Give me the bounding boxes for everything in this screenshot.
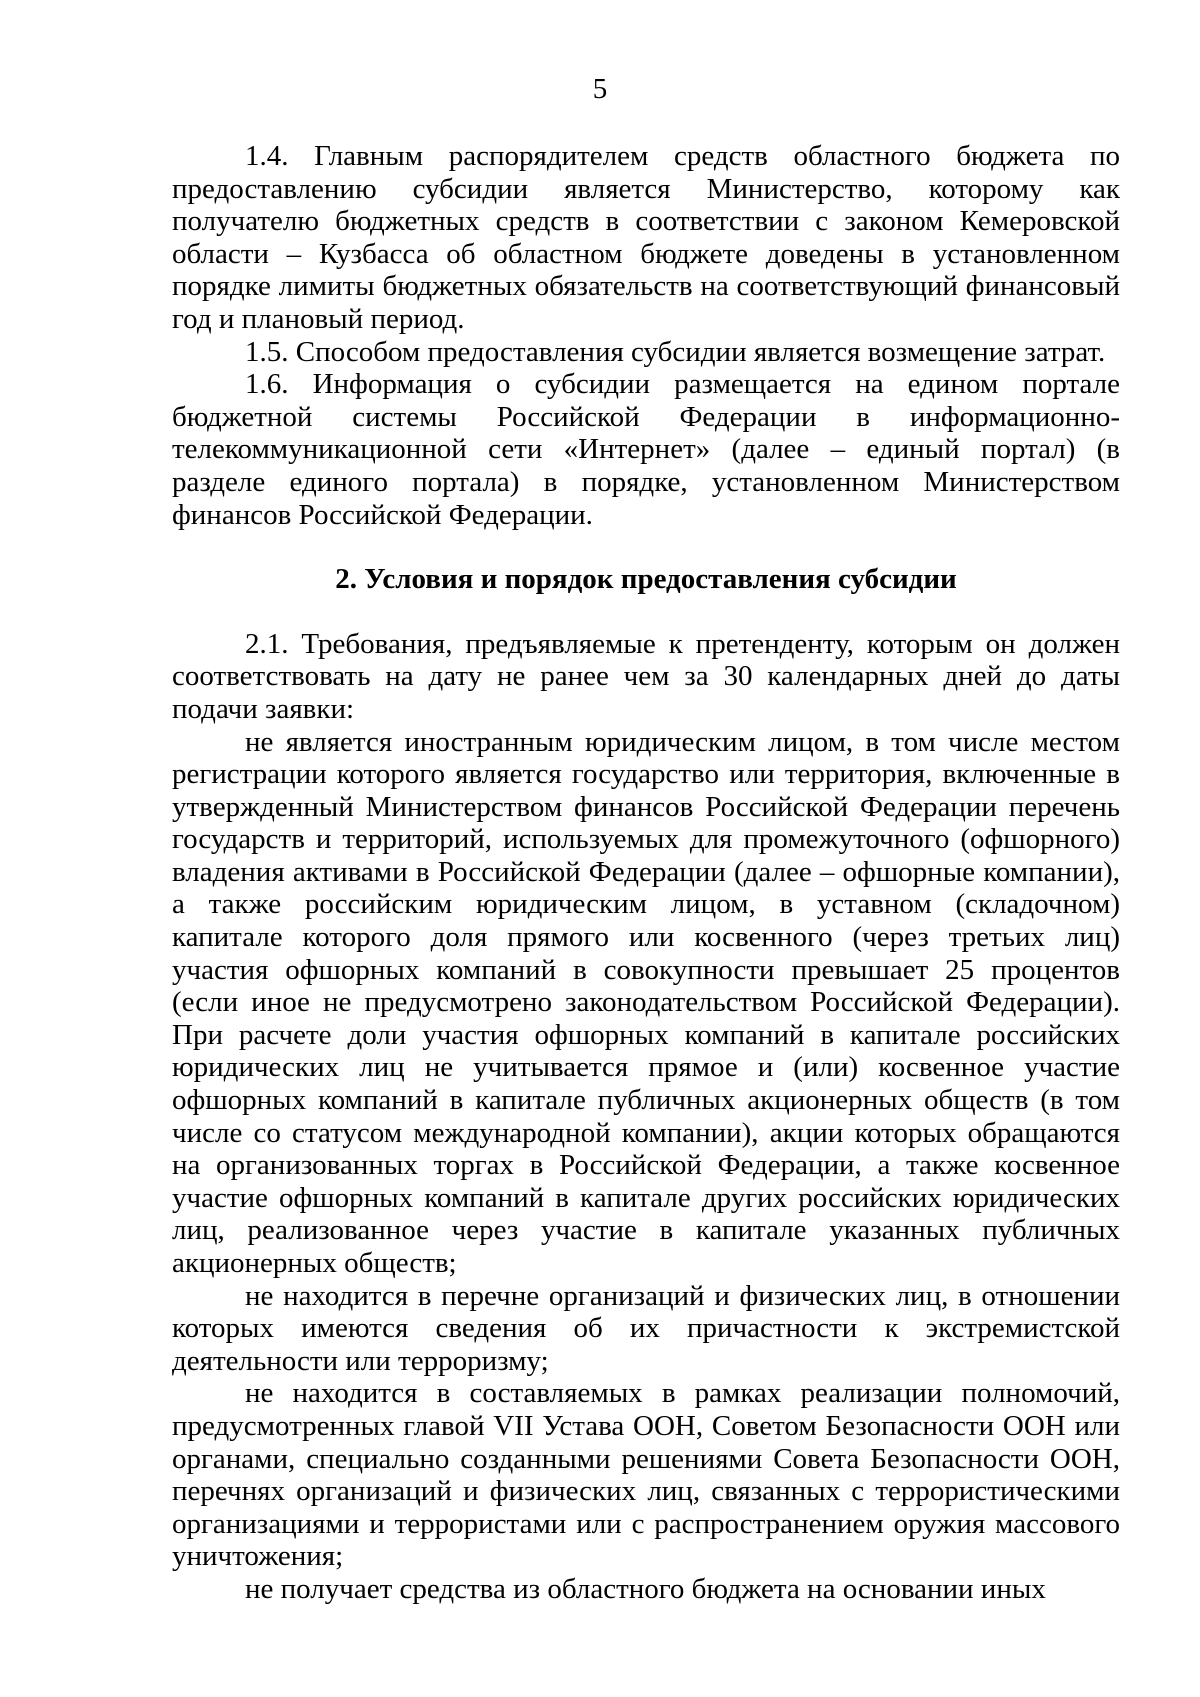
requirement-un-lists: не находится в составляемых в рамках реализации полномочий, предусмотренных главой VII Устава ООН, Советом Безопасности ООН или органами, специально созданными решениями Совета Безопасности ООН, перечнях организаций и физических лиц, связанных с террористическими организациями и террористами или с распространением оружия массового уничтожения; — [172, 1377, 1120, 1573]
paragraph-2-1: 2.1. Требования, предъявляемые к претенденту, которым он должен соответствовать на дату не ранее чем за 30 календарных дней до даты подачи заявки: — [172, 627, 1120, 725]
page-number: 5 — [592, 73, 608, 105]
document-body — [172, 140, 1120, 1606]
paragraph-1-6: 1.6. Информация о субсидии размещается на едином портале бюджетной системы Российской Федерации в информационно-телекоммуникационной сети «Интернет» (далее – единый портал) (в разделе единого портала) в порядке, установленном Министерством финансов Российской Федерации. — [172, 368, 1120, 531]
paragraph-1-4: 1.4. Главным распорядителем средств областного бюджета по предоставлению субсидии является Министерство, которому как получателю бюджетных средств в соответствии с законом Кемеровской области – Кузбасса об областном бюджете доведены в установленном порядке лимиты бюджетных обязательств на соответствующий финансовый год и плановый период. — [172, 140, 1120, 335]
requirement-offshore: не является иностранным юридическим лицом, в том числе местом регистрации которого является государство или территория, включенные в утвержденный Министерством финансов Российской Федерации перечень государств и территорий, используемых для промежуточного (офшорного) владения активами в Российской Федерации (далее – офшорные компании), а также российским юридическим лицом, в уставном (складочном) капитале которого доля прямого или косвенного (через третьих лиц) участия офшорных компаний в совокупности превышает 25 процентов (если иное не предусмотрено законодательством Российской Федерации). При расчете доли участия офшорных компаний в капитале российских юридических лиц не учитывается прямое и (или) косвенное участие офшорных компаний в капитале публичных акционерных обществ (в том числе со статусом международной компании), акции которых обращаются на организованных торгах в Российской Федерации, а также косвенное участие офшорных компаний в капитале других российских юридических лиц, реализованное через участие в капитале указанных публичных акционерных обществ; — [172, 725, 1120, 1279]
paragraph-1-5: 1.5. Способом предоставления субсидии является возмещение затрат. — [245, 335, 1106, 368]
requirement-other-funds: не получает средства из областного бюджета на основании иных — [245, 1572, 1046, 1605]
section-heading: 2. Условия и порядок предоставления субсидии — [335, 563, 957, 596]
requirement-extremism: не находится в перечне организаций и физических лиц, в отношении которых имеются сведения об их причастности к экстремистской деятельности или терроризму; — [172, 1279, 1120, 1377]
